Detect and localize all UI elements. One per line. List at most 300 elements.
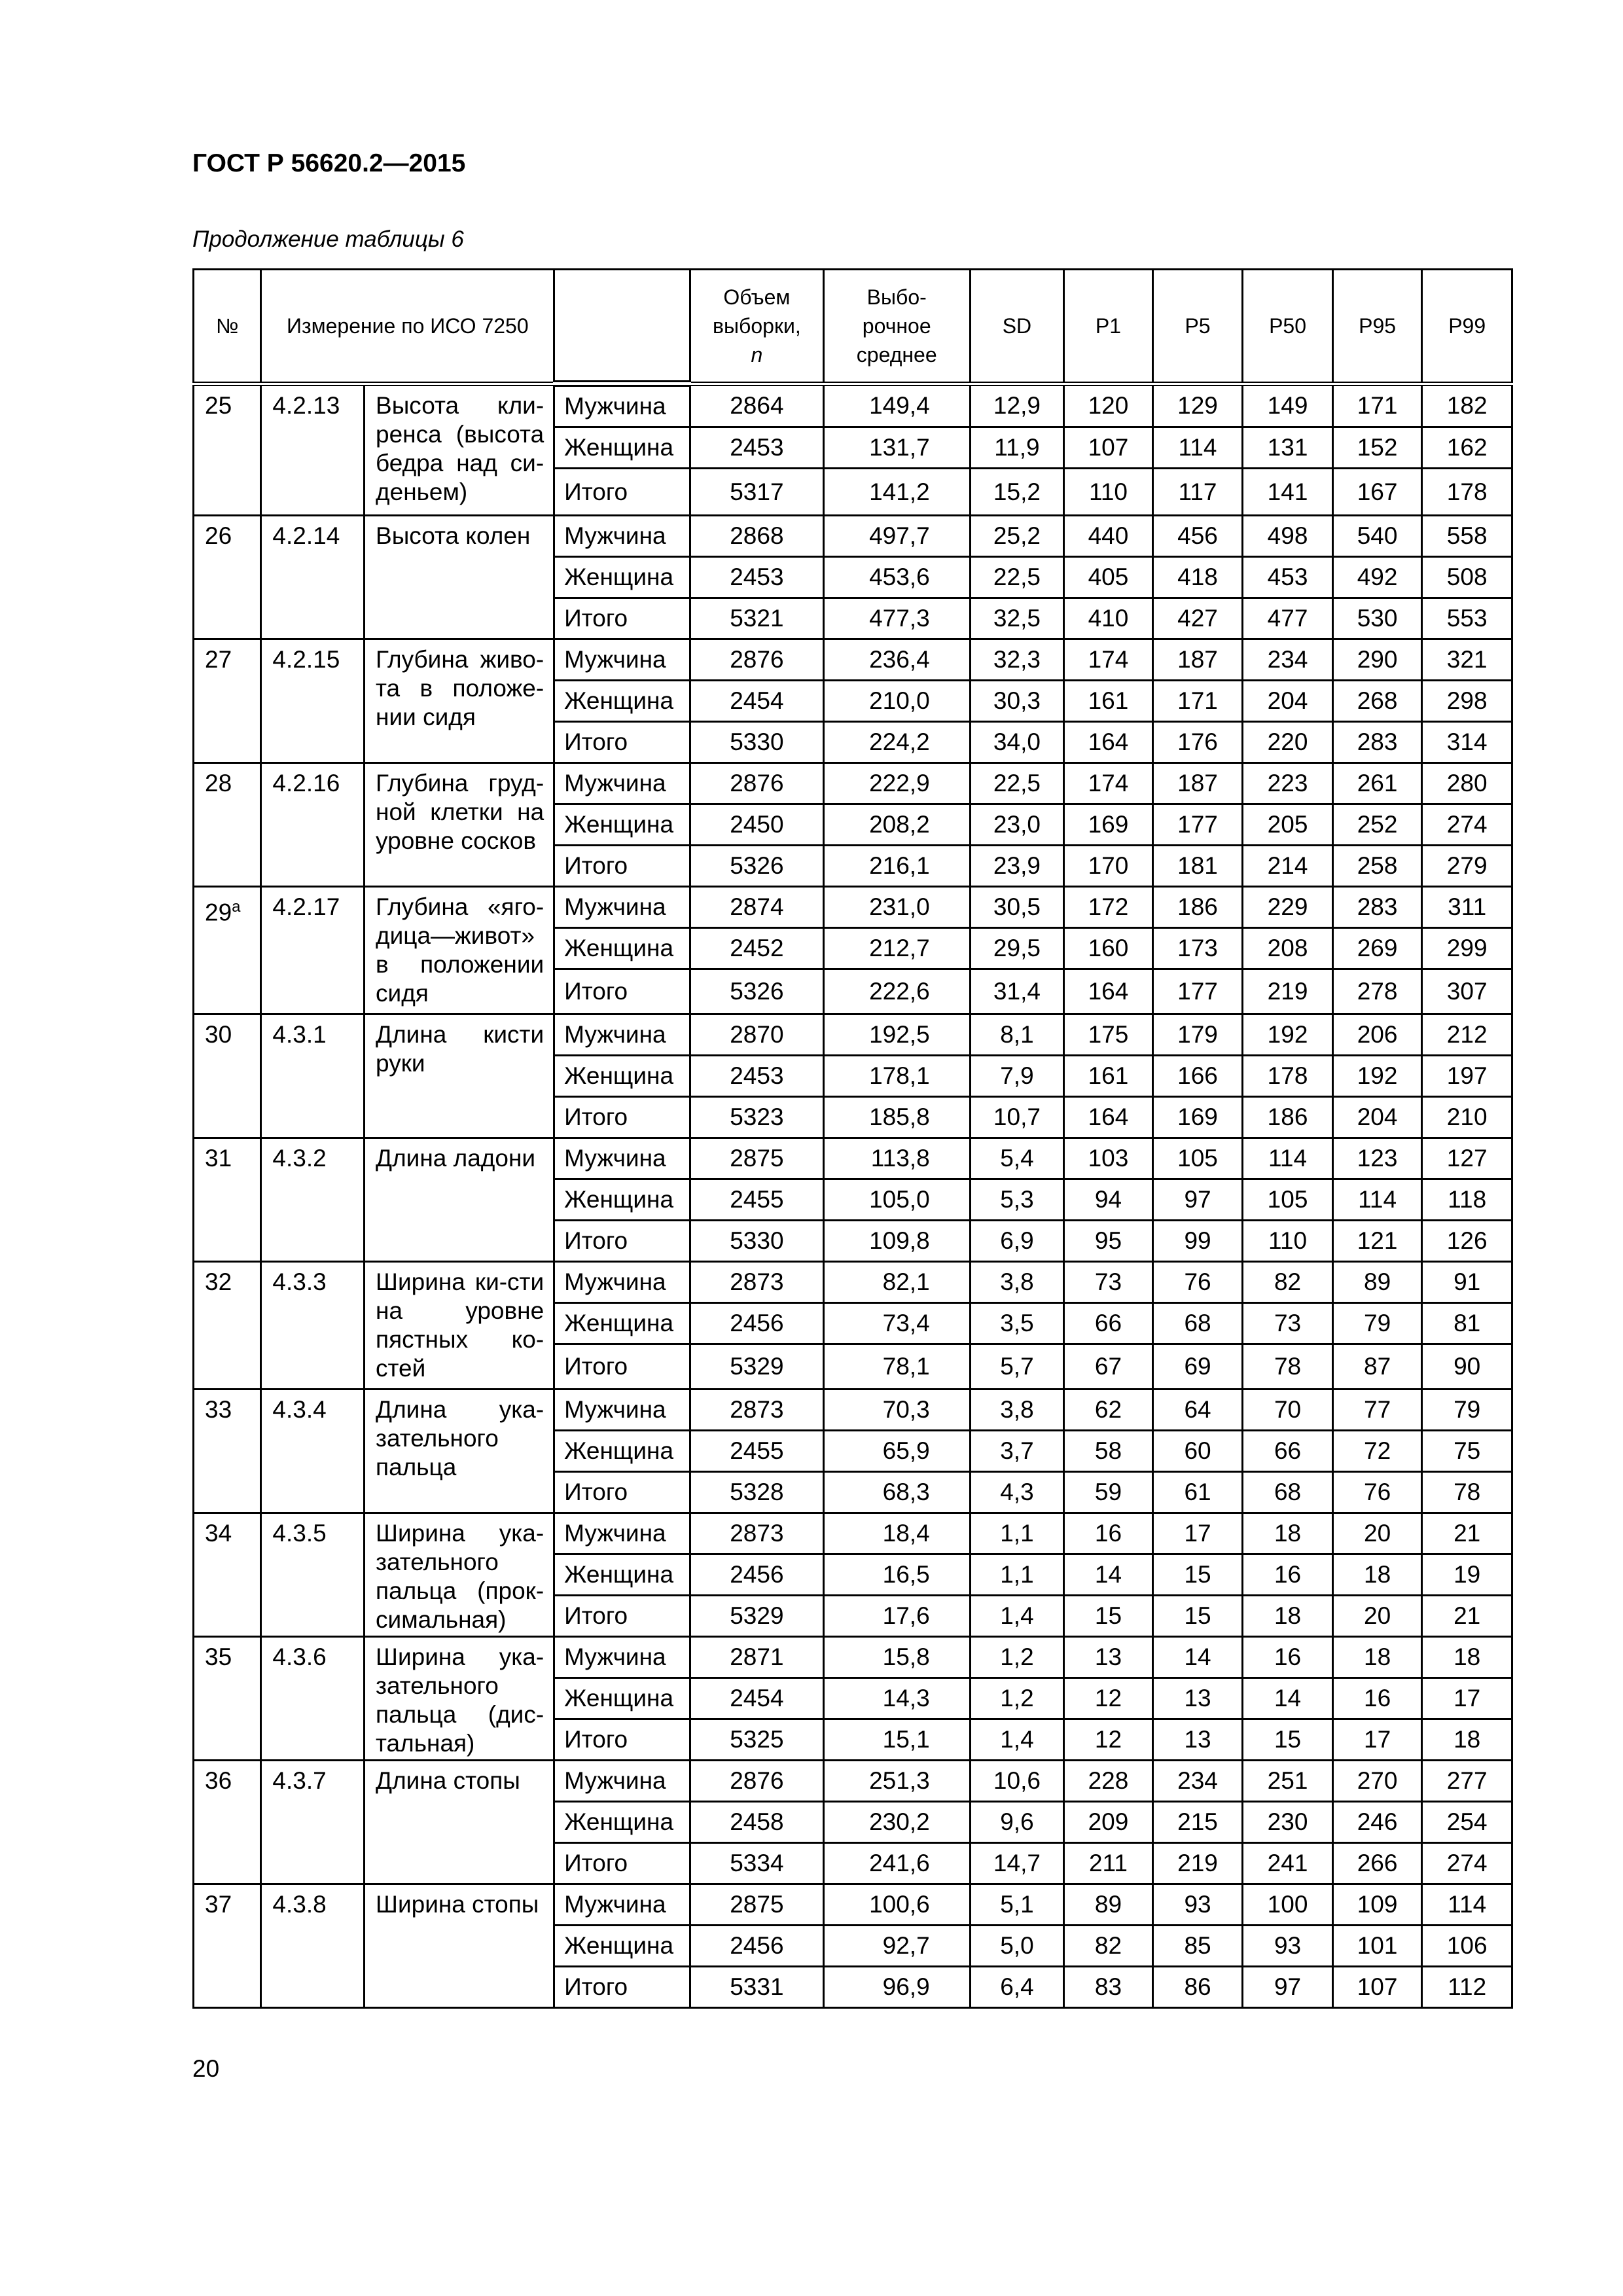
mean-cell: 241,6 (823, 1843, 970, 1884)
sd-cell: 1,4 (970, 1596, 1064, 1637)
sample-size-cell: 2873 (690, 1390, 823, 1431)
p50-cell: 208 (1243, 928, 1333, 969)
sample-size-cell: 5326 (690, 969, 823, 1014)
p99-cell: 75 (1422, 1431, 1512, 1472)
p5-cell: 427 (1152, 598, 1243, 639)
table-row (194, 1262, 1512, 1303)
mean-cell: 251,3 (823, 1761, 970, 1802)
p50-cell: 251 (1243, 1761, 1333, 1802)
p95-cell: 152 (1332, 427, 1422, 469)
p50-cell: 66 (1243, 1431, 1333, 1472)
p1-cell: 95 (1064, 1221, 1153, 1262)
p50-cell: 73 (1243, 1303, 1333, 1344)
sex-cell: Мужчина (554, 1513, 690, 1554)
p1-cell: 161 (1064, 1056, 1153, 1097)
p95-cell: 123 (1332, 1138, 1422, 1179)
measurements-table (192, 268, 1513, 2009)
row-number: 33 (205, 1396, 232, 1423)
sample-size-cell: 5321 (690, 598, 823, 639)
sex-cell: Мужчина (554, 1884, 690, 1926)
p1-cell: 103 (1064, 1138, 1153, 1179)
p95-cell: 89 (1332, 1262, 1422, 1303)
mean-cell: 210,0 (823, 681, 970, 722)
sample-size-cell: 5329 (690, 1596, 823, 1637)
row-number-cell (194, 1637, 261, 1761)
p1-cell: 15 (1064, 1596, 1153, 1637)
sd-cell: 34,0 (970, 722, 1064, 763)
p1-cell: 170 (1064, 846, 1153, 887)
p1-cell: 110 (1064, 469, 1153, 516)
p5-cell: 117 (1152, 469, 1243, 516)
p99-cell: 298 (1422, 681, 1512, 722)
sd-cell: 5,4 (970, 1138, 1064, 1179)
p50-cell: 16 (1243, 1554, 1333, 1596)
p1-cell: 209 (1064, 1802, 1153, 1843)
row-number: 36 (205, 1767, 232, 1794)
mean-cell: 92,7 (823, 1926, 970, 1967)
p1-cell: 410 (1064, 598, 1153, 639)
p1-cell: 16 (1064, 1513, 1153, 1554)
p50-cell: 100 (1243, 1884, 1333, 1926)
mean-cell: 216,1 (823, 846, 970, 887)
measurement-name-cell: Глубина живо-та в положе-нии сидя (365, 639, 554, 763)
sample-size-cell: 2456 (690, 1554, 823, 1596)
p95-cell: 121 (1332, 1221, 1422, 1262)
sample-size-cell: 2868 (690, 516, 823, 557)
sample-size-cell: 5328 (690, 1472, 823, 1513)
sample-size-cell: 5323 (690, 1097, 823, 1138)
sex-cell: Женщина (554, 1802, 690, 1843)
p1-cell: 82 (1064, 1926, 1153, 1967)
mean-cell: 18,4 (823, 1513, 970, 1554)
sd-cell: 22,5 (970, 763, 1064, 804)
p99-cell: 210 (1422, 1097, 1512, 1138)
sample-size-cell: 2864 (690, 384, 823, 427)
p99-cell: 279 (1422, 846, 1512, 887)
sex-cell: Женщина (554, 1179, 690, 1221)
p50-cell: 70 (1243, 1390, 1333, 1431)
header-sample-line1: Объем (723, 285, 791, 309)
mean-cell: 141,2 (823, 469, 970, 516)
p95-cell: 283 (1332, 722, 1422, 763)
mean-cell: 17,6 (823, 1596, 970, 1637)
p1-cell: 172 (1064, 887, 1153, 928)
p1-cell: 161 (1064, 681, 1153, 722)
sd-cell: 23,0 (970, 804, 1064, 846)
p99-cell: 118 (1422, 1179, 1512, 1221)
mean-cell: 222,6 (823, 969, 970, 1014)
p99-cell: 197 (1422, 1056, 1512, 1097)
mean-cell: 231,0 (823, 887, 970, 928)
sd-cell: 3,7 (970, 1431, 1064, 1472)
p5-cell: 97 (1152, 1179, 1243, 1221)
mean-cell: 100,6 (823, 1884, 970, 1926)
mean-cell: 105,0 (823, 1179, 970, 1221)
p5-cell: 215 (1152, 1802, 1243, 1843)
p50-cell: 149 (1243, 384, 1333, 427)
p5-cell: 176 (1152, 722, 1243, 763)
row-number: 34 (205, 1520, 232, 1547)
measurement-name-cell: Длина стопы (365, 1761, 554, 1884)
sex-cell: Мужчина (554, 1262, 690, 1303)
p99-cell: 106 (1422, 1926, 1512, 1967)
p50-cell: 234 (1243, 639, 1333, 681)
mean-cell: 453,6 (823, 557, 970, 598)
p99-cell: 126 (1422, 1221, 1512, 1262)
row-number: 27 (205, 646, 232, 673)
sd-cell: 8,1 (970, 1014, 1064, 1056)
p5-cell: 187 (1152, 763, 1243, 804)
mean-cell: 224,2 (823, 722, 970, 763)
sd-cell: 5,3 (970, 1179, 1064, 1221)
sex-cell: Женщина (554, 804, 690, 846)
header-sample-line3: n (751, 342, 763, 367)
sex-cell: Женщина (554, 1056, 690, 1097)
header-p1: P1 (1064, 270, 1153, 384)
sd-cell: 15,2 (970, 469, 1064, 516)
p95-cell: 492 (1332, 557, 1422, 598)
p95-cell: 20 (1332, 1596, 1422, 1637)
table-row (194, 384, 1512, 427)
measurement-name-cell: Ширина ки-сти на уровне пястных ко-стей (365, 1262, 554, 1390)
iso-code-cell: 4.2.16 (261, 763, 365, 887)
p5-cell: 68 (1152, 1303, 1243, 1344)
sample-size-cell: 5330 (690, 1221, 823, 1262)
p99-cell: 79 (1422, 1390, 1512, 1431)
p5-cell: 418 (1152, 557, 1243, 598)
sex-cell: Итого (554, 846, 690, 887)
p95-cell: 252 (1332, 804, 1422, 846)
sample-size-cell: 2452 (690, 928, 823, 969)
sd-cell: 25,2 (970, 516, 1064, 557)
sample-size-cell: 5326 (690, 846, 823, 887)
p99-cell: 553 (1422, 598, 1512, 639)
p50-cell: 205 (1243, 804, 1333, 846)
p50-cell: 16 (1243, 1637, 1333, 1678)
sample-size-cell: 2458 (690, 1802, 823, 1843)
p99-cell: 508 (1422, 557, 1512, 598)
sample-size-cell: 2876 (690, 763, 823, 804)
sex-cell: Итого (554, 1472, 690, 1513)
page-number: 20 (192, 2055, 220, 2082)
table-row (194, 1884, 1512, 1926)
sex-cell: Мужчина (554, 639, 690, 681)
row-number-cell (194, 639, 261, 763)
sample-size-cell: 2456 (690, 1926, 823, 1967)
mean-cell: 73,4 (823, 1303, 970, 1344)
iso-code-cell: 4.3.2 (261, 1138, 365, 1262)
p95-cell: 114 (1332, 1179, 1422, 1221)
p50-cell: 114 (1243, 1138, 1333, 1179)
row-number-cell (194, 1262, 261, 1390)
p1-cell: 58 (1064, 1431, 1153, 1472)
p99-cell: 162 (1422, 427, 1512, 469)
sex-cell: Мужчина (554, 384, 690, 427)
sex-cell: Женщина (554, 928, 690, 969)
p50-cell: 498 (1243, 516, 1333, 557)
p1-cell: 62 (1064, 1390, 1153, 1431)
p95-cell: 192 (1332, 1056, 1422, 1097)
measurement-name-cell: Ширина ука-зательного пальца (прок-симальная) (365, 1513, 554, 1637)
p95-cell: 246 (1332, 1802, 1422, 1843)
row-number: 25 (205, 391, 232, 419)
p5-cell: 85 (1152, 1926, 1243, 1967)
p1-cell: 73 (1064, 1262, 1153, 1303)
mean-cell: 185,8 (823, 1097, 970, 1138)
p5-cell: 181 (1152, 846, 1243, 887)
sample-size-cell: 2875 (690, 1138, 823, 1179)
sample-size-cell: 5331 (690, 1967, 823, 2008)
measurement-name-cell: Глубина груд-ной клетки на уровне сосков (365, 763, 554, 887)
p50-cell: 141 (1243, 469, 1333, 516)
header-mean-line2: рочное (862, 314, 931, 338)
sd-cell: 14,7 (970, 1843, 1064, 1884)
p5-cell: 187 (1152, 639, 1243, 681)
sample-size-cell: 2873 (690, 1262, 823, 1303)
p5-cell: 173 (1152, 928, 1243, 969)
p95-cell: 283 (1332, 887, 1422, 928)
p99-cell: 182 (1422, 384, 1512, 427)
p99-cell: 19 (1422, 1554, 1512, 1596)
header-measurement: Измерение по ИСО 7250 (261, 270, 554, 384)
sample-size-cell: 5330 (690, 722, 823, 763)
sd-cell: 32,5 (970, 598, 1064, 639)
p5-cell: 99 (1152, 1221, 1243, 1262)
p99-cell: 212 (1422, 1014, 1512, 1056)
mean-cell: 212,7 (823, 928, 970, 969)
header-p50: P50 (1243, 270, 1333, 384)
p50-cell: 453 (1243, 557, 1333, 598)
p99-cell: 114 (1422, 1884, 1512, 1926)
table-row (194, 1513, 1512, 1554)
p95-cell: 87 (1332, 1344, 1422, 1390)
sd-cell: 3,8 (970, 1262, 1064, 1303)
p50-cell: 14 (1243, 1678, 1333, 1719)
p50-cell: 93 (1243, 1926, 1333, 1967)
p1-cell: 211 (1064, 1843, 1153, 1884)
p1-cell: 160 (1064, 928, 1153, 969)
sex-cell: Итого (554, 722, 690, 763)
sd-cell: 4,3 (970, 1472, 1064, 1513)
table-body (194, 384, 1512, 2008)
p5-cell: 186 (1152, 887, 1243, 928)
p95-cell: 171 (1332, 384, 1422, 427)
p1-cell: 405 (1064, 557, 1153, 598)
p1-cell: 59 (1064, 1472, 1153, 1513)
p50-cell: 229 (1243, 887, 1333, 928)
sample-size-cell: 2873 (690, 1513, 823, 1554)
iso-code-cell: 4.2.15 (261, 639, 365, 763)
row-number-cell (194, 384, 261, 516)
table-row (194, 1761, 1512, 1802)
mean-cell: 236,4 (823, 639, 970, 681)
sample-size-cell: 2453 (690, 427, 823, 469)
iso-code-cell: 4.3.8 (261, 1884, 365, 2008)
p95-cell: 290 (1332, 639, 1422, 681)
p5-cell: 93 (1152, 1884, 1243, 1926)
mean-cell: 192,5 (823, 1014, 970, 1056)
sd-cell: 10,7 (970, 1097, 1064, 1138)
sd-cell: 5,0 (970, 1926, 1064, 1967)
p95-cell: 76 (1332, 1472, 1422, 1513)
header-mean-line3: среднее (856, 342, 937, 367)
mean-cell: 230,2 (823, 1802, 970, 1843)
footnote-marker: a (232, 898, 241, 916)
sd-cell: 6,9 (970, 1221, 1064, 1262)
mean-cell: 208,2 (823, 804, 970, 846)
p5-cell: 177 (1152, 804, 1243, 846)
measurement-name-cell: Длина ладони (365, 1138, 554, 1262)
iso-code-cell: 4.2.14 (261, 516, 365, 639)
measurement-name-cell: Ширина ука-зательного пальца (дис-тальная) (365, 1637, 554, 1761)
p95-cell: 109 (1332, 1884, 1422, 1926)
p5-cell: 234 (1152, 1761, 1243, 1802)
sex-cell: Мужчина (554, 1637, 690, 1678)
p95-cell: 269 (1332, 928, 1422, 969)
sd-cell: 11,9 (970, 427, 1064, 469)
mean-cell: 222,9 (823, 763, 970, 804)
p1-cell: 12 (1064, 1678, 1153, 1719)
sex-cell: Итого (554, 1097, 690, 1138)
p5-cell: 114 (1152, 427, 1243, 469)
p5-cell: 166 (1152, 1056, 1243, 1097)
row-number-cell (194, 1138, 261, 1262)
sd-cell: 22,5 (970, 557, 1064, 598)
p50-cell: 477 (1243, 598, 1333, 639)
p95-cell: 270 (1332, 1761, 1422, 1802)
p50-cell: 105 (1243, 1179, 1333, 1221)
sd-cell: 1,1 (970, 1554, 1064, 1596)
row-number: 26 (205, 522, 232, 549)
sd-cell: 30,5 (970, 887, 1064, 928)
p95-cell: 72 (1332, 1431, 1422, 1472)
row-number-cell (194, 1014, 261, 1138)
p99-cell: 78 (1422, 1472, 1512, 1513)
p1-cell: 174 (1064, 639, 1153, 681)
mean-cell: 78,1 (823, 1344, 970, 1390)
iso-code-cell: 4.3.7 (261, 1761, 365, 1884)
iso-code-cell: 4.2.13 (261, 384, 365, 516)
sample-size-cell: 2875 (690, 1884, 823, 1926)
sex-cell: Мужчина (554, 1390, 690, 1431)
sex-cell: Итого (554, 1719, 690, 1761)
sample-size-cell: 2454 (690, 681, 823, 722)
sd-cell: 3,5 (970, 1303, 1064, 1344)
p1-cell: 169 (1064, 804, 1153, 846)
row-number: 29 (205, 899, 232, 926)
p99-cell: 277 (1422, 1761, 1512, 1802)
sex-cell: Женщина (554, 427, 690, 469)
mean-cell: 70,3 (823, 1390, 970, 1431)
sex-cell: Итого (554, 598, 690, 639)
sex-cell: Мужчина (554, 1014, 690, 1056)
header-no: № (194, 270, 261, 384)
row-number: 32 (205, 1268, 232, 1295)
row-number: 31 (205, 1145, 232, 1172)
p1-cell: 89 (1064, 1884, 1153, 1926)
sd-cell: 3,8 (970, 1390, 1064, 1431)
sample-size-cell: 5325 (690, 1719, 823, 1761)
p50-cell: 78 (1243, 1344, 1333, 1390)
p1-cell: 94 (1064, 1179, 1153, 1221)
p5-cell: 171 (1152, 681, 1243, 722)
sd-cell: 12,9 (970, 384, 1064, 427)
p95-cell: 261 (1332, 763, 1422, 804)
mean-cell: 82,1 (823, 1262, 970, 1303)
sample-size-cell: 2870 (690, 1014, 823, 1056)
iso-code-cell: 4.3.3 (261, 1262, 365, 1390)
p50-cell: 241 (1243, 1843, 1333, 1884)
p50-cell: 220 (1243, 722, 1333, 763)
mean-cell: 96,9 (823, 1967, 970, 2008)
p99-cell: 558 (1422, 516, 1512, 557)
measurement-name-cell: Высота кли-ренса (высота бедра над си-деньем) (365, 384, 554, 516)
p1-cell: 67 (1064, 1344, 1153, 1390)
sd-cell: 31,4 (970, 969, 1064, 1014)
p5-cell: 76 (1152, 1262, 1243, 1303)
p95-cell: 79 (1332, 1303, 1422, 1344)
p95-cell: 77 (1332, 1390, 1422, 1431)
iso-code-cell: 4.3.1 (261, 1014, 365, 1138)
sample-size-cell: 2455 (690, 1431, 823, 1472)
p1-cell: 120 (1064, 384, 1153, 427)
mean-cell: 149,4 (823, 384, 970, 427)
p95-cell: 268 (1332, 681, 1422, 722)
p5-cell: 177 (1152, 969, 1243, 1014)
p5-cell: 61 (1152, 1472, 1243, 1513)
sex-cell: Женщина (554, 1431, 690, 1472)
table-row (194, 639, 1512, 681)
sex-cell: Итого (554, 969, 690, 1014)
table-row (194, 1637, 1512, 1678)
iso-code-cell: 4.3.5 (261, 1513, 365, 1637)
sex-cell: Женщина (554, 1554, 690, 1596)
p95-cell: 258 (1332, 846, 1422, 887)
table-row (194, 516, 1512, 557)
p50-cell: 178 (1243, 1056, 1333, 1097)
p95-cell: 204 (1332, 1097, 1422, 1138)
mean-cell: 477,3 (823, 598, 970, 639)
iso-code-cell: 4.3.6 (261, 1637, 365, 1761)
table-row (194, 1390, 1512, 1431)
sd-cell: 29,5 (970, 928, 1064, 969)
p99-cell: 314 (1422, 722, 1512, 763)
sample-size-cell: 2456 (690, 1303, 823, 1344)
p99-cell: 178 (1422, 469, 1512, 516)
p99-cell: 112 (1422, 1967, 1512, 2008)
mean-cell: 14,3 (823, 1678, 970, 1719)
sample-size-cell: 5329 (690, 1344, 823, 1390)
p5-cell: 14 (1152, 1637, 1243, 1678)
p1-cell: 174 (1064, 763, 1153, 804)
p95-cell: 530 (1332, 598, 1422, 639)
row-number-cell (194, 516, 261, 639)
p1-cell: 107 (1064, 427, 1153, 469)
mean-cell: 178,1 (823, 1056, 970, 1097)
sex-cell: Итого (554, 1344, 690, 1390)
mean-cell: 131,7 (823, 427, 970, 469)
p95-cell: 107 (1332, 1967, 1422, 2008)
table-row (194, 887, 1512, 928)
sd-cell: 23,9 (970, 846, 1064, 887)
p50-cell: 204 (1243, 681, 1333, 722)
p99-cell: 321 (1422, 639, 1512, 681)
measurement-name-cell: Высота колен (365, 516, 554, 639)
header-mean (823, 270, 970, 384)
p95-cell: 17 (1332, 1719, 1422, 1761)
p50-cell: 18 (1243, 1596, 1333, 1637)
p5-cell: 179 (1152, 1014, 1243, 1056)
